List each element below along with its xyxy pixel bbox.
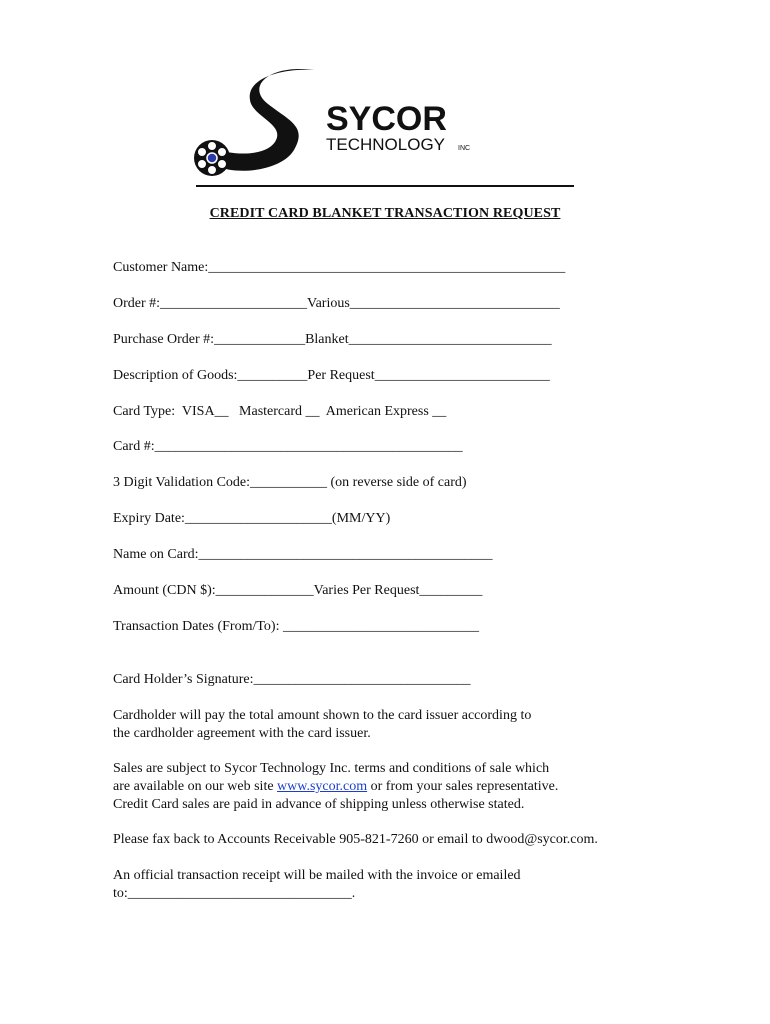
paragraph-line: the cardholder agreement with the card issuer. <box>113 726 371 741</box>
logo-inc: INC <box>458 145 471 152</box>
cable-end-icon <box>194 140 230 176</box>
order-number-field[interactable]: Order #:_____________________Various______________________________ <box>113 296 560 311</box>
card-number-field[interactable]: Card #:____________________________________________ <box>113 439 463 454</box>
paragraph-line <box>113 778 673 796</box>
paragraph-line: An official transaction receipt will be mailed with the invoice or emailed <box>113 868 521 883</box>
signature-field[interactable]: Card Holder’s Signature:_______________________________ <box>113 672 471 687</box>
purchase-order-field[interactable]: Purchase Order #:_____________Blanket_____________________________ <box>113 332 552 347</box>
header-rule <box>196 185 574 187</box>
paragraph-line: Credit Card sales are paid in advance of shipping unless otherwise stated. <box>113 797 525 812</box>
logo-name: SYCOR <box>326 100 447 138</box>
sales-terms-paragraph <box>113 760 673 814</box>
description-field[interactable]: Description of Goods:__________Per Request_________________________ <box>113 368 550 383</box>
expiry-date-field[interactable]: Expiry Date:_____________________(MM/YY) <box>113 511 391 526</box>
card-type-field[interactable]: Card Type: VISA__ Mastercard __ American Express __ <box>113 404 447 419</box>
fax-paragraph <box>113 831 673 849</box>
paragraph-line: Please fax back to Accounts Receivable 905-821-7260 or email to dwood@sycor.com. <box>113 832 598 847</box>
sycor-logo <box>190 66 490 184</box>
customer-name-field[interactable]: Customer Name:___________________________________________________ <box>113 260 566 275</box>
paragraph-line: Cardholder will pay the total amount shown to the card issuer according to <box>113 708 532 723</box>
paragraph-text: are available on our web site <box>113 779 278 794</box>
form-title: CREDIT CARD BLANKET TRANSACTION REQUEST <box>209 206 561 221</box>
paragraph-line: Sales are subject to Sycor Technology Inc. terms and conditions of sale which <box>113 761 550 776</box>
paragraph-line[interactable]: to:________________________________. <box>113 886 356 901</box>
cardholder-paragraph <box>113 707 673 743</box>
paragraph-text: or from your sales representative. <box>367 779 559 794</box>
validation-code-field[interactable]: 3 Digit Validation Code:___________ (on reverse side of card) <box>113 475 467 490</box>
amount-field[interactable]: Amount (CDN $):______________Varies Per Request_________ <box>113 583 483 598</box>
name-on-card-field[interactable]: Name on Card:__________________________________________ <box>113 547 493 562</box>
transaction-dates-field[interactable]: Transaction Dates (From/To): ____________________________ <box>113 619 479 634</box>
receipt-paragraph <box>113 867 673 903</box>
logo-sub: TECHNOLOGY <box>326 135 446 154</box>
website-link[interactable]: www.sycor.com <box>277 779 368 794</box>
